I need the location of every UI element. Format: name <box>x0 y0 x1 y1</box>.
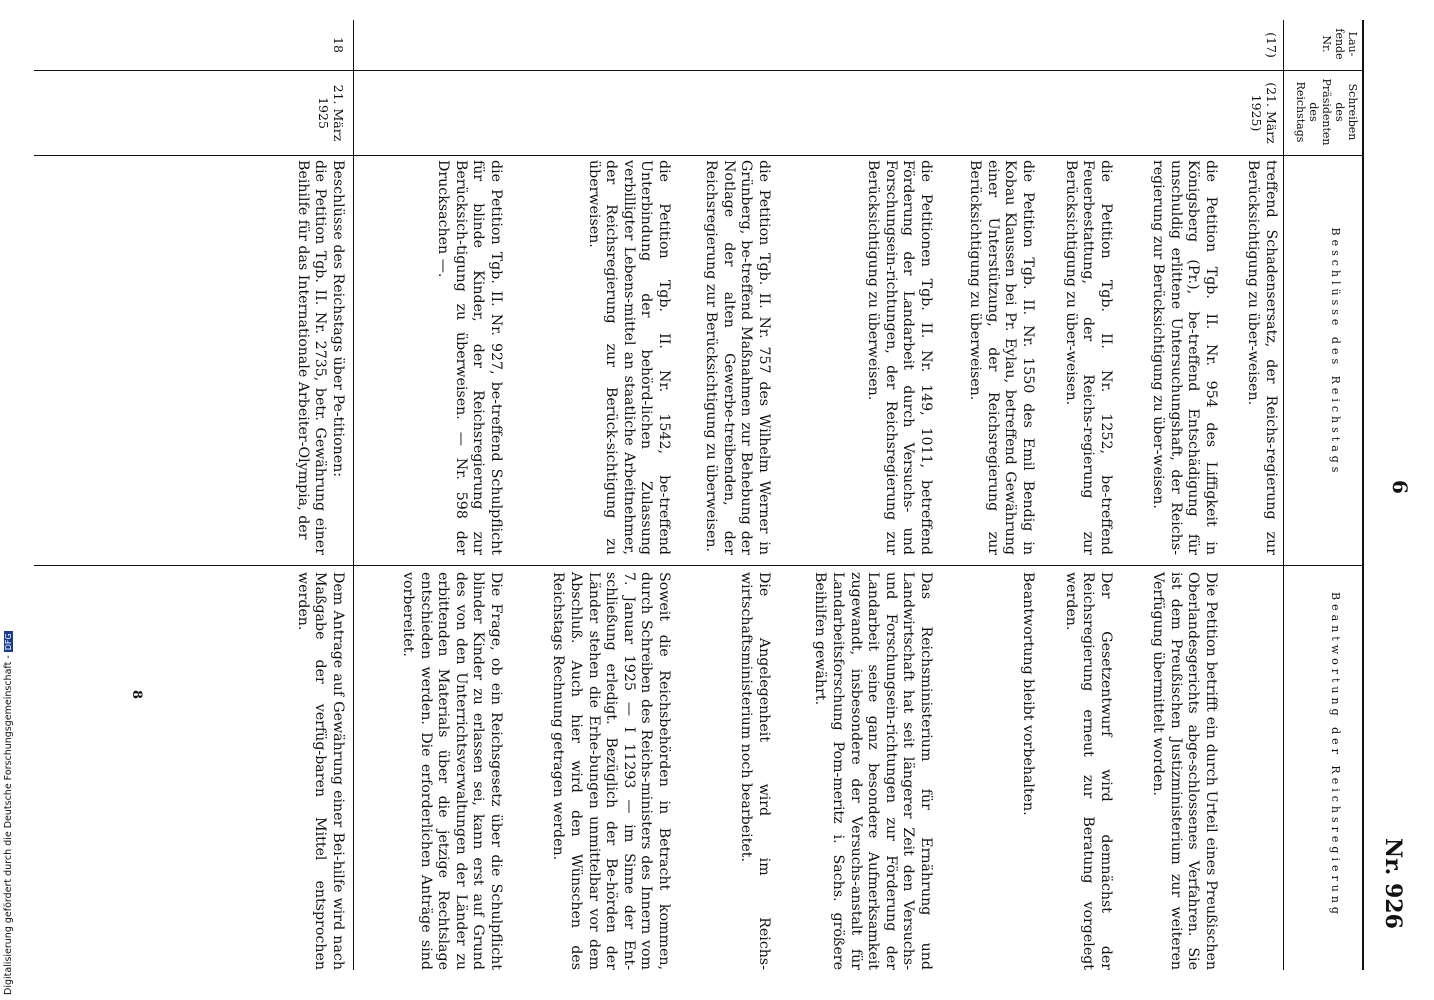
row-nr: (17) <box>1264 32 1279 58</box>
header-beantwortung: Beantwortung der Reichsregierung <box>1329 592 1342 918</box>
antwort-18-0: Dem Antrage auf Gewährung einer Bei-hilfe wird nach Maßgabe der verfüg-baren Mittel entsprochen werden. <box>294 572 346 970</box>
dfg-logo: DFG <box>4 633 13 651</box>
antwort-17-1: Die Petition betrifft ein durch Urteil eines Preußischen Oberlandesgerichts abge-schlossenes Verfahren. Sie ist dem Preußischen Justizministerium zur weiteren Verfügung übermittelt worden. <box>1150 572 1219 970</box>
beschluss-17-4: die Petitionen Tgb. II. Nr. 149, 1011, betreffend Förderung der Landarbeit durch Versuchs- und Forschungsein-richtungen, der Reichsregierung zur Berücksichtigung zu überweisen. <box>865 160 934 555</box>
beschluss-17-3: die Petition Tgb. II. Nr. 1550 des Emil Bendig in Kobau Klaussen bei Pr. Eylau, betreffend Gewährung einer Unterstützung, der Reichsregierung zur Berücksichtigung zu überweisen. <box>967 160 1036 555</box>
beschluss-17-6: die Petition Tgb. II. Nr. 1542, be-treffend Unterbindung der behörd-lichen Zulassung verbilligter Lebens-mittel an staatliche Arbeitnehmer, der Reichsregierung zur Berück-sichtigung zu überweisen. <box>585 160 672 555</box>
antwort-17-3: Beantwortung bleibt vorbehalten. <box>1020 572 1036 816</box>
antwort-17-5: Die Angelegenheit wird im Reichs-wirtschaftsministerium noch bearbeitet. <box>738 572 772 970</box>
antwort-17-6: Soweit die Reichsbehörden in Betracht kommen, durch Schreiben des Reichs-ministers des Innern vom 7. Januar 1925 — I 11293 — im Sinne der Ent-schließung erledigt. Bezüglich der Be-hörden der Länder stehen die Erhe-bungen unmittelbar vor dem Abschluß. Auch hier wird den Wünschen des Reichstags Rechnung getragen werden. <box>550 572 672 970</box>
col-rule-3 <box>34 565 1364 566</box>
row-date: 21. März 1925 <box>316 84 346 142</box>
bottom-number: 8 <box>129 690 144 700</box>
beschluss-17-2: die Petition Tgb. II. Nr. 1252, be-treffend Feuerbestattung, der Reichs-regierung zur Berücksichtigung zu über-weisen. <box>1062 160 1114 555</box>
header-schreiben: Schreiben des Präsidenten des Reichstags <box>1294 78 1359 146</box>
header-rule <box>1283 20 1284 970</box>
row-rule <box>353 20 354 970</box>
antwort-17-7: Die Frage, ob ein Reichsgesetz über die Schulpflicht blinder Kinder zu erlassen sei, kann erst auf Grund des von den Unterrichtsverwaltungen der Länder zu erbittenden Materials über die jetzige Rechtslage entschieden werden. Die erforderlichen Anträge sind vorbereitet. <box>400 572 504 970</box>
col-rule-1 <box>34 70 1364 71</box>
sidebar-credit <box>3 600 17 995</box>
document-number: Nr. 926 <box>1380 838 1406 929</box>
row-date: (21. März 1925) <box>1249 82 1279 144</box>
beschluss-17-5: die Petition Tgb. II. Nr. 757 des Wilhelm Werner in Grünberg, be-treffend Maßnahmen zur Behebung der Notlage der alten Gewerbe-treibenden, der Reichsregierung zur Berücksichtigung zu überweisen. <box>703 160 772 555</box>
sidebar-text: Digitalisierung gefördert durch die Deutsche Forschungsgemeinschaft - <box>3 655 14 995</box>
page-number: 6 <box>1388 480 1412 494</box>
col-rule-2 <box>34 155 1364 156</box>
beschluss-17-7: die Petition Tgb. II. Nr. 927, be-treffend Schulpflicht für blinde Kinder, der Reichsregierung zur Berücksich-tigung zu überweisen. — Nr. 598 der Drucksachen —. <box>435 160 504 555</box>
beschluss-17-0: treffend Schadensersatz, der Reichs-regierung zur Berücksichtigung zu über-weisen. <box>1245 160 1279 555</box>
row-nr: 18 <box>331 37 346 53</box>
top-rule <box>1362 20 1364 970</box>
header-laufende: Lau- fende Nr. <box>1320 28 1359 60</box>
antwort-17-4: Das Reichsministerium für Ernährung und Landwirtschaft hat seit längerer Zeit den Versuchs- und Forschungsein-richtungen zur Förderung der Landarbeit seine ganz besondere Aufmerksamkeit zugewandt, insbesondere der Versuchs-anstalt für Landarbeitsforschung Pom-meritz i. Sachs. größere Beihilfen gewährt. <box>812 572 934 970</box>
header-beschluesse: Beschlüsse des Reichstags <box>1329 227 1342 477</box>
beschluss-18-0: Beschlüsse des Reichstags über Pe-titionen: die Petition Tgb. II. Nr. 2735, betr. Gewährung einer Beihilfe für das Internationale Arbeiter-Olympia, der <box>294 160 346 555</box>
antwort-17-2: Der Gesetzentwurf wird demnächst der Reichsregierung erneut zur Beratung vorgelegt werden. <box>1062 572 1114 970</box>
beschluss-17-1: die Petition Tgb. II. Nr. 954 des Liffigkeit in Königsberg (Pr.), be-treffend Entschädigung für unschuldig erlittene Untersuchungshaft, der Reichs-regierung zur Berücksichtigung zu über-weisen. <box>1150 160 1219 555</box>
